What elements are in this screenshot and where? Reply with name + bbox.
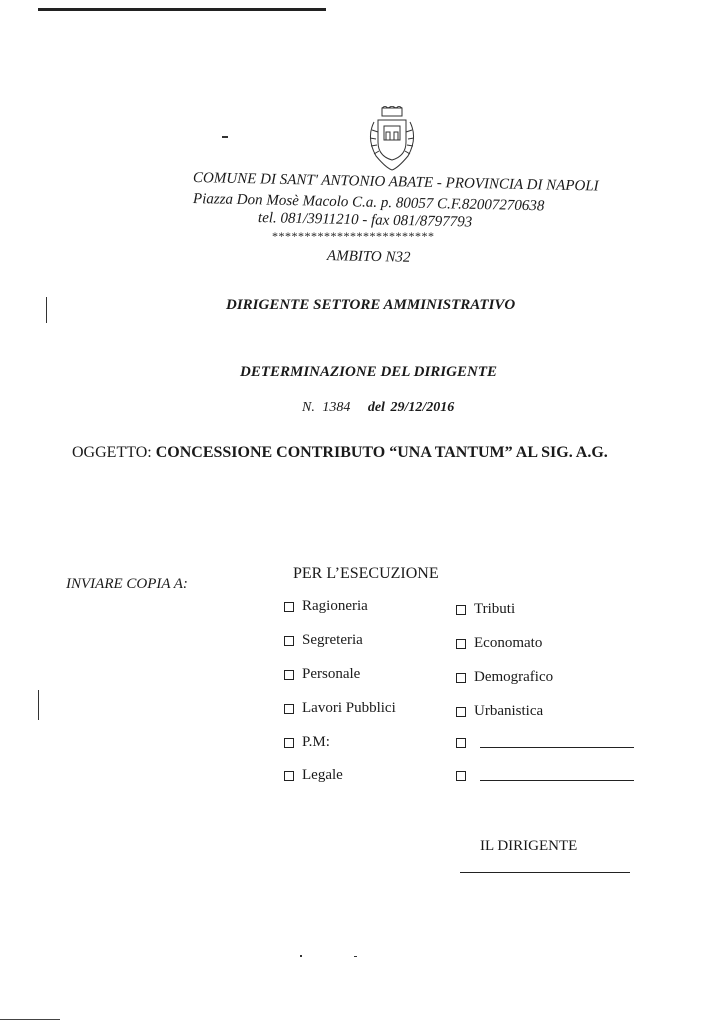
option-label: Tributi [474, 601, 516, 617]
signature-line[interactable] [460, 872, 630, 873]
checkbox-legale[interactable] [284, 767, 343, 784]
checkbox-personale[interactable] [284, 666, 360, 683]
date-value: 29/12/2016 [390, 400, 455, 415]
date-label: del [367, 400, 385, 415]
scan-speck [300, 955, 302, 957]
execution-label: PER L’ESECUZIONE [293, 565, 439, 582]
header-contacts: tel. 081/3911210 - fax 081/8797793 [257, 210, 473, 231]
send-copy-label: INVIARE COPIA A: [66, 576, 188, 592]
checkbox-ragioneria[interactable] [284, 598, 368, 615]
determination-number [302, 400, 454, 416]
checkbox-pm[interactable] [284, 734, 330, 751]
scan-speck [46, 297, 47, 323]
option-label: Economato [474, 635, 543, 651]
checkbox-other-2[interactable] [456, 770, 634, 781]
checkbox-other-1[interactable] [456, 737, 634, 748]
checkbox-urbanistica[interactable] [456, 703, 543, 720]
signature-label: IL DIRIGENTE [480, 838, 578, 854]
blank-entry-line[interactable] [480, 747, 634, 748]
checkbox-icon[interactable] [284, 602, 294, 612]
header-separator: ************************* [272, 229, 435, 243]
checkbox-icon[interactable] [456, 639, 466, 649]
checkbox-demografico[interactable] [456, 669, 553, 686]
checkbox-icon[interactable] [456, 771, 466, 781]
checkbox-icon[interactable] [456, 738, 466, 748]
option-label: Lavori Pubblici [302, 700, 396, 716]
determination-title: DETERMINAZIONE DEL DIRIGENTE [240, 364, 497, 380]
municipal-coat-of-arms-icon [360, 106, 424, 176]
checkbox-segreteria[interactable] [284, 632, 363, 649]
option-label: Legale [302, 767, 343, 783]
bottom-rule [0, 1019, 60, 1020]
checkbox-icon[interactable] [456, 605, 466, 615]
checkbox-icon[interactable] [284, 670, 294, 680]
checkbox-icon[interactable] [284, 771, 294, 781]
checkbox-icon[interactable] [284, 636, 294, 646]
checkbox-icon[interactable] [284, 738, 294, 748]
sector-title: DIRIGENTE SETTORE AMMINISTRATIVO [226, 297, 516, 313]
checkbox-icon[interactable] [456, 673, 466, 683]
header-municipality: COMUNE DI SANT' ANTONIO ABATE - PROVINCIA DI NAPOLI [192, 170, 599, 195]
number-label: N. [302, 400, 315, 415]
option-label: Urbanistica [474, 703, 544, 719]
checkbox-icon[interactable] [284, 704, 294, 714]
number-value: 1384 [322, 400, 351, 415]
subject-label: OGGETTO: [72, 444, 152, 461]
scan-speck [222, 136, 228, 138]
scan-speck [354, 956, 357, 957]
scan-speck [38, 690, 39, 720]
subject-text: CONCESSIONE CONTRIBUTO “UNA TANTUM” AL SIG. A.G. [155, 444, 608, 461]
checkbox-icon[interactable] [456, 707, 466, 717]
option-label: Personale [302, 666, 361, 682]
header-address: Piazza Don Mosè Macolo C.a. p. 80057 C.F.82007270638 [192, 191, 545, 215]
blank-entry-line[interactable] [480, 780, 634, 781]
header-ambito: AMBITO N32 [326, 248, 411, 266]
option-label: Demografico [474, 669, 554, 685]
option-label: Segreteria [302, 632, 363, 648]
option-label: P.M: [302, 734, 330, 750]
checkbox-tributi[interactable] [456, 601, 515, 618]
option-label: Ragioneria [302, 598, 368, 614]
checkbox-lavori-pubblici[interactable] [284, 700, 396, 717]
subject-line [72, 444, 608, 462]
top-rule [38, 8, 326, 11]
checkbox-economato[interactable] [456, 635, 542, 652]
